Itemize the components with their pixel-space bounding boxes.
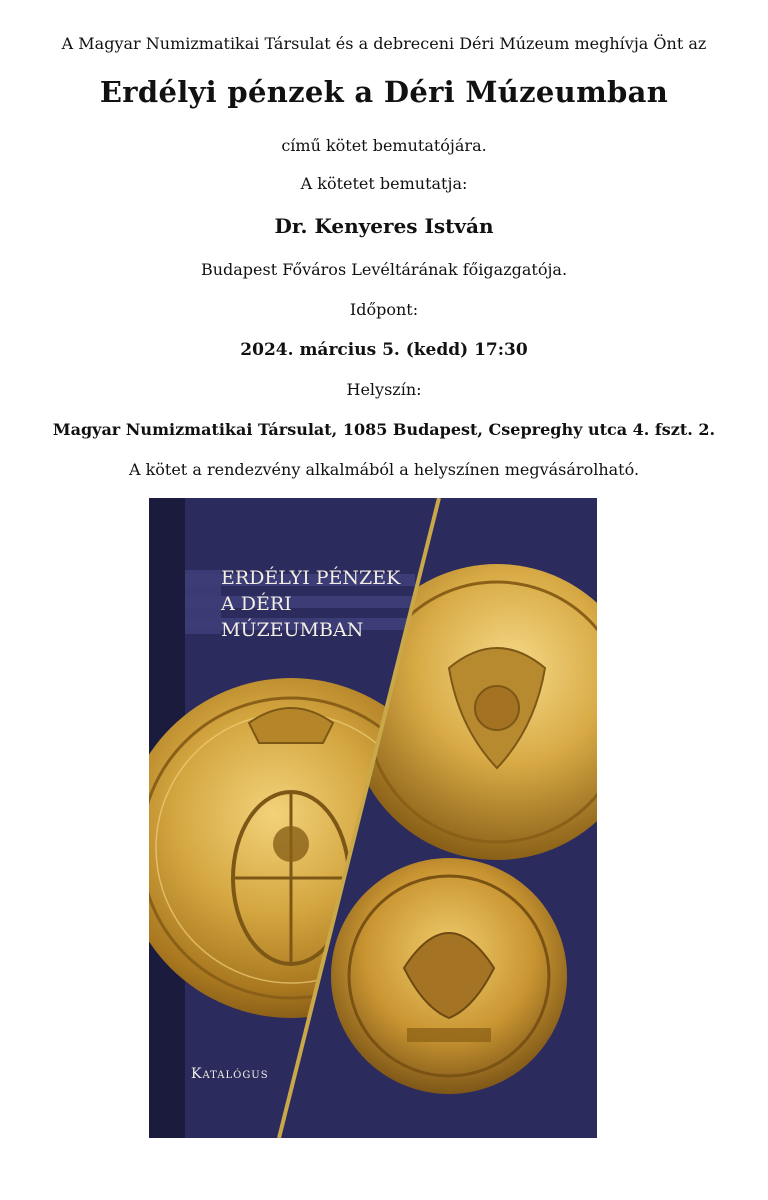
cover-title-line2: A DÉRI (221, 593, 292, 615)
coin-right-bottom (331, 858, 567, 1094)
title-initial-block (185, 570, 221, 634)
place-label: Helyszín: (346, 380, 422, 399)
event-subtitle: című kötet bemutatójára. (281, 136, 487, 155)
event-title: Erdélyi pénzek a Déri Múzeumban (99, 75, 669, 109)
presenter-name: Dr. Kenyeres István (274, 214, 494, 238)
cover-series-label: Katalógus (191, 1066, 269, 1082)
date-label: Időpont: (349, 300, 419, 319)
invitation-intro: A Magyar Numizmatikai Társulat és a debreceni Déri Múzeum meghívja Önt az (61, 34, 707, 53)
cover-title-line3: MÚZEUMBAN (221, 619, 364, 641)
presenter-role: Budapest Főváros Levéltárának főigazgatója. (200, 260, 568, 279)
presenter-intro: A kötetet bemutatja: (300, 174, 468, 193)
closing-note: A kötet a rendezvény alkalmából a helyszínen megvásárolható. (128, 460, 640, 479)
place-value: Magyar Numizmatikai Társulat, 1085 Budapest, Csepreghy utca 4. fszt. 2. (52, 420, 716, 439)
date-value: 2024. március 5. (kedd) 17:30 (240, 340, 528, 360)
cover-title-line1: ERDÉLYI PÉNZEK (221, 567, 401, 589)
book-cover (149, 498, 597, 1138)
